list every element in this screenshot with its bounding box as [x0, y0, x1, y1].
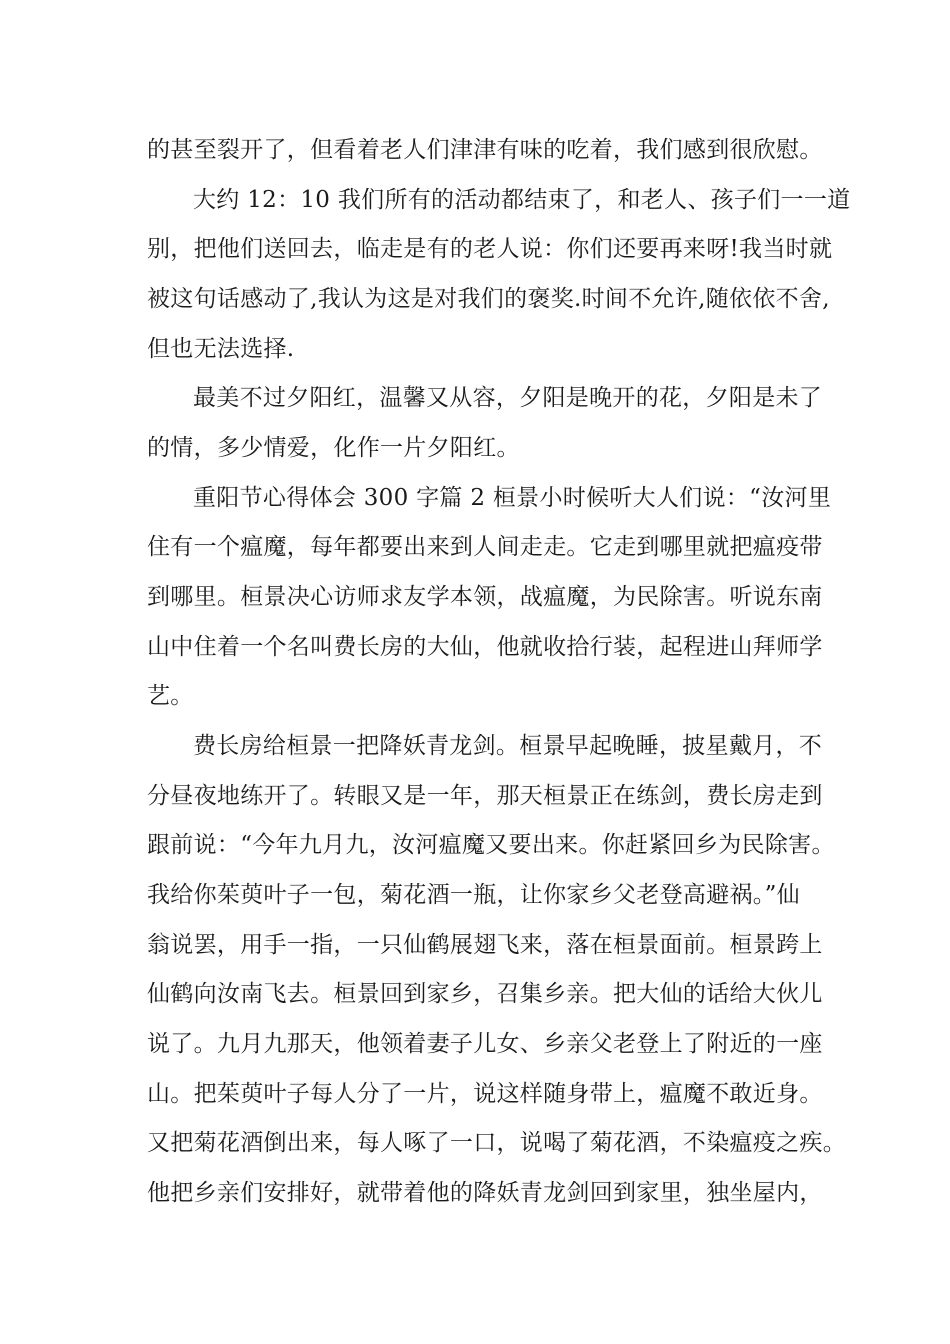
text-line: 山中住着一个名叫费长房的大仙，他就收拾行装，起程进山拜师学	[147, 634, 823, 660]
text-line: 最美不过夕阳红，温馨又从容，夕阳是晚开的花，夕阳是未了	[193, 385, 823, 411]
text-line: 别，把他们送回去，临走是有的老人说：你们还要再来呀!我当时就	[147, 236, 833, 262]
text-line: 又把菊花酒倒出来，每人啄了一口，说喝了菊花酒，不染瘟疫之疾。	[147, 1130, 846, 1156]
text-line: 到哪里。桓景决心访师求友学本领，战瘟魔，为民除害。听说东南	[147, 584, 823, 610]
text-line: 被这句话感动了,我认为这是对我们的褒奖.时间不允许,随依依不舍,	[147, 286, 830, 312]
text-line: 重阳节心得体会 300 字篇 2 桓景小时候听大人们说：“汝河里	[193, 485, 832, 511]
text-line: 住有一个瘟魔，每年都要出来到人间走走。它走到哪里就把瘟疫带	[147, 534, 823, 560]
text-line: 我给你茱萸叶子一包，菊花酒一瓶，让你家乡父老登高避祸。”仙	[147, 882, 800, 908]
text-line: 费长房给桓景一把降妖青龙剑。桓景早起晚睡，披星戴月，不	[193, 733, 823, 759]
text-line: 但也无法选择.	[147, 336, 295, 362]
text-line: 他把乡亲们安排好，就带着他的降妖青龙剑回到家里，独坐屋内，	[147, 1180, 823, 1206]
text-line: 跟前说：“今年九月九，汝河瘟魔又要出来。你赶紧回乡为民除害。	[147, 832, 835, 858]
text-line: 的甚至裂开了，但看着老人们津津有味的吃着，我们感到很欣慰。	[147, 137, 823, 163]
text-line: 的情，多少情爱，化作一片夕阳红。	[147, 435, 520, 461]
text-line: 山。把茱萸叶子每人分了一片，说这样随身带上，瘟魔不敢近身。	[147, 1081, 823, 1107]
text-line: 翁说罢，用手一指，一只仙鹤展翅飞来，落在桓景面前。桓景跨上	[147, 932, 823, 958]
text-line: 艺。	[147, 683, 194, 709]
text-line: 说了。九月九那天，他领着妻子儿女、乡亲父老登上了附近的一座	[147, 1031, 823, 1057]
text-line: 大约 12：10 我们所有的活动都结束了，和老人、孩子们一一道	[193, 187, 851, 213]
text-line: 仙鹤向汝南飞去。桓景回到家乡，召集乡亲。把大仙的话给大伙儿	[147, 981, 823, 1007]
text-line: 分昼夜地练开了。转眼又是一年，那天桓景正在练剑，费长房走到	[147, 783, 823, 809]
